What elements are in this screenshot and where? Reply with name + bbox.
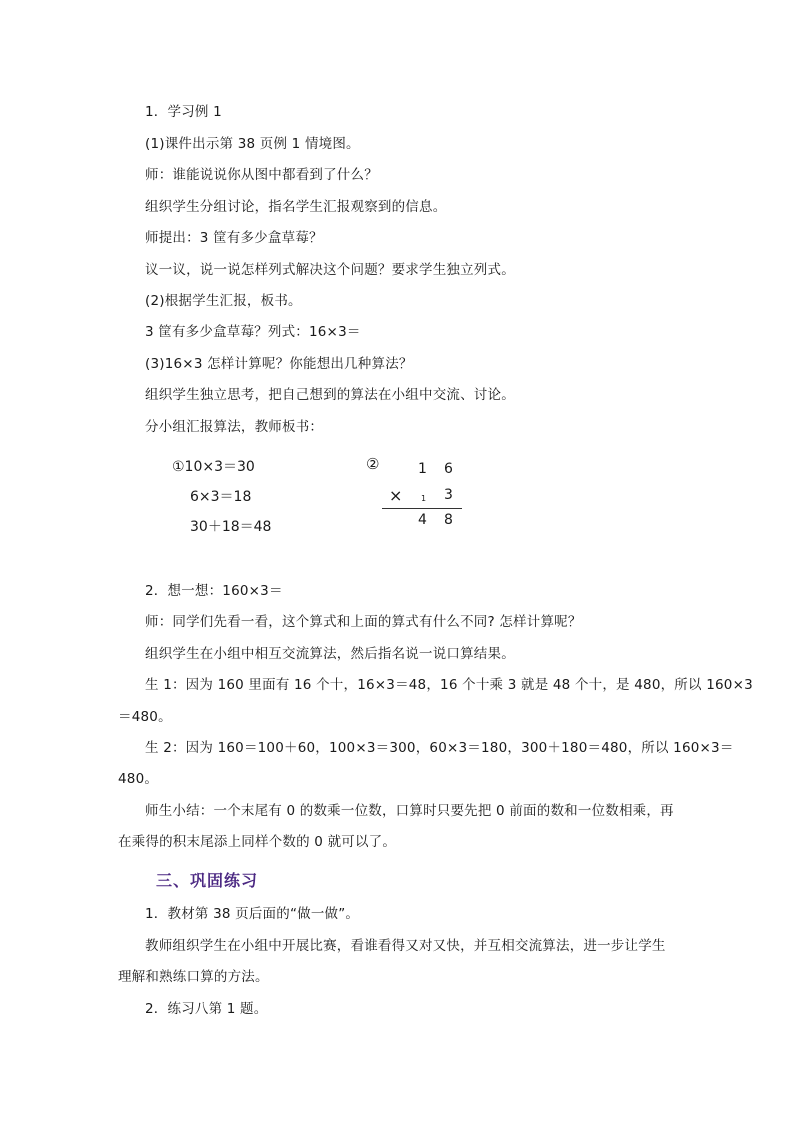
section3-item1-desc-a: 教师组织学生在小组中开展比赛，看谁看得又对又快，并互相交流算法，进一步让学生 [145, 938, 666, 954]
section1-line-3: 组织学生分组讨论，指名学生汇报观察到的信息。 [145, 199, 447, 215]
method1-line-3: 30＋18＝48 [190, 519, 272, 535]
method2-result-tens: 4 [418, 512, 427, 528]
section1-title: 1．学习例 1 [145, 104, 222, 120]
student2-line-a: 生 2：因为 160＝100＋60，100×3＝300，60×3＝180，300＋180＝480，所以 160×3＝ [145, 740, 734, 756]
method2-divider-line [382, 508, 462, 509]
section1-line-8: (3)16×3 怎样计算呢？你能想出几种算法？ [145, 356, 413, 372]
section2-title: 2．想一想：160×3＝ [145, 583, 283, 599]
section2-line-2: 组织学生在小组中相互交流算法，然后指名说一说口算结果。 [145, 646, 515, 662]
section2-line-1: 师：同学们先看一看，这个算式和上面的算式有什么不同? 怎样计算呢？ [145, 614, 582, 630]
method2-bottom-ones: 3 [444, 487, 453, 503]
method2-top-ones: 6 [444, 461, 453, 477]
method1-line-2: 6×3＝18 [190, 489, 252, 505]
summary-line-b: 在乘得的积末尾添上同样个数的 0 就可以了。 [118, 834, 397, 850]
method1-line-1: ①10×3＝30 [172, 459, 255, 475]
section1-line-1: (1)课件出示第 38 页例 1 情境图。 [145, 136, 360, 152]
method2-times-sign: × [389, 486, 403, 505]
student2-line-b: 480。 [118, 771, 159, 787]
section1-line-7: 3 筐有多少盒草莓？列式：16×3＝ [145, 324, 361, 340]
method2-top-tens: 1 [418, 461, 427, 477]
section1-line-4: 师提出：3 筐有多少盒草莓？ [145, 230, 323, 246]
section1-line-5: 议一议，说一说怎样列式解决这个问题？要求学生独立列式。 [145, 262, 515, 278]
method2-carry-digit: 1 [421, 494, 427, 503]
section3-item1: 1．教材第 38 页后面的“做一做”。 [145, 906, 360, 922]
section1-line-6: (2)根据学生汇报，板书。 [145, 293, 302, 309]
summary-line-a: 师生小结：一个末尾有 0 的数乘一位数，口算时只要先把 0 前面的数和一位数相乘，再 [145, 803, 674, 819]
section1-line-2: 师：谁能说说你从图中都看到了什么？ [145, 167, 378, 183]
student1-line-a: 生 1：因为 160 里面有 16 个十，16×3＝48，16 个十乘 3 就是 48 个十，是 480，所以 160×3 [145, 677, 753, 693]
section3-item1-desc-b: 理解和熟练口算的方法。 [118, 969, 269, 985]
section3-heading: 三、巩固练习 [156, 871, 259, 890]
student1-line-b: ＝480。 [118, 709, 172, 725]
method2-result-ones: 8 [444, 512, 453, 528]
section1-line-10: 分小组汇报算法，教师板书： [145, 419, 324, 435]
method2-label: ② [366, 455, 380, 473]
section3-item2: 2．练习八第 1 题。 [145, 1001, 268, 1017]
section1-line-9: 组织学生独立思考，把自己想到的算法在小组中交流、讨论。 [145, 387, 515, 403]
